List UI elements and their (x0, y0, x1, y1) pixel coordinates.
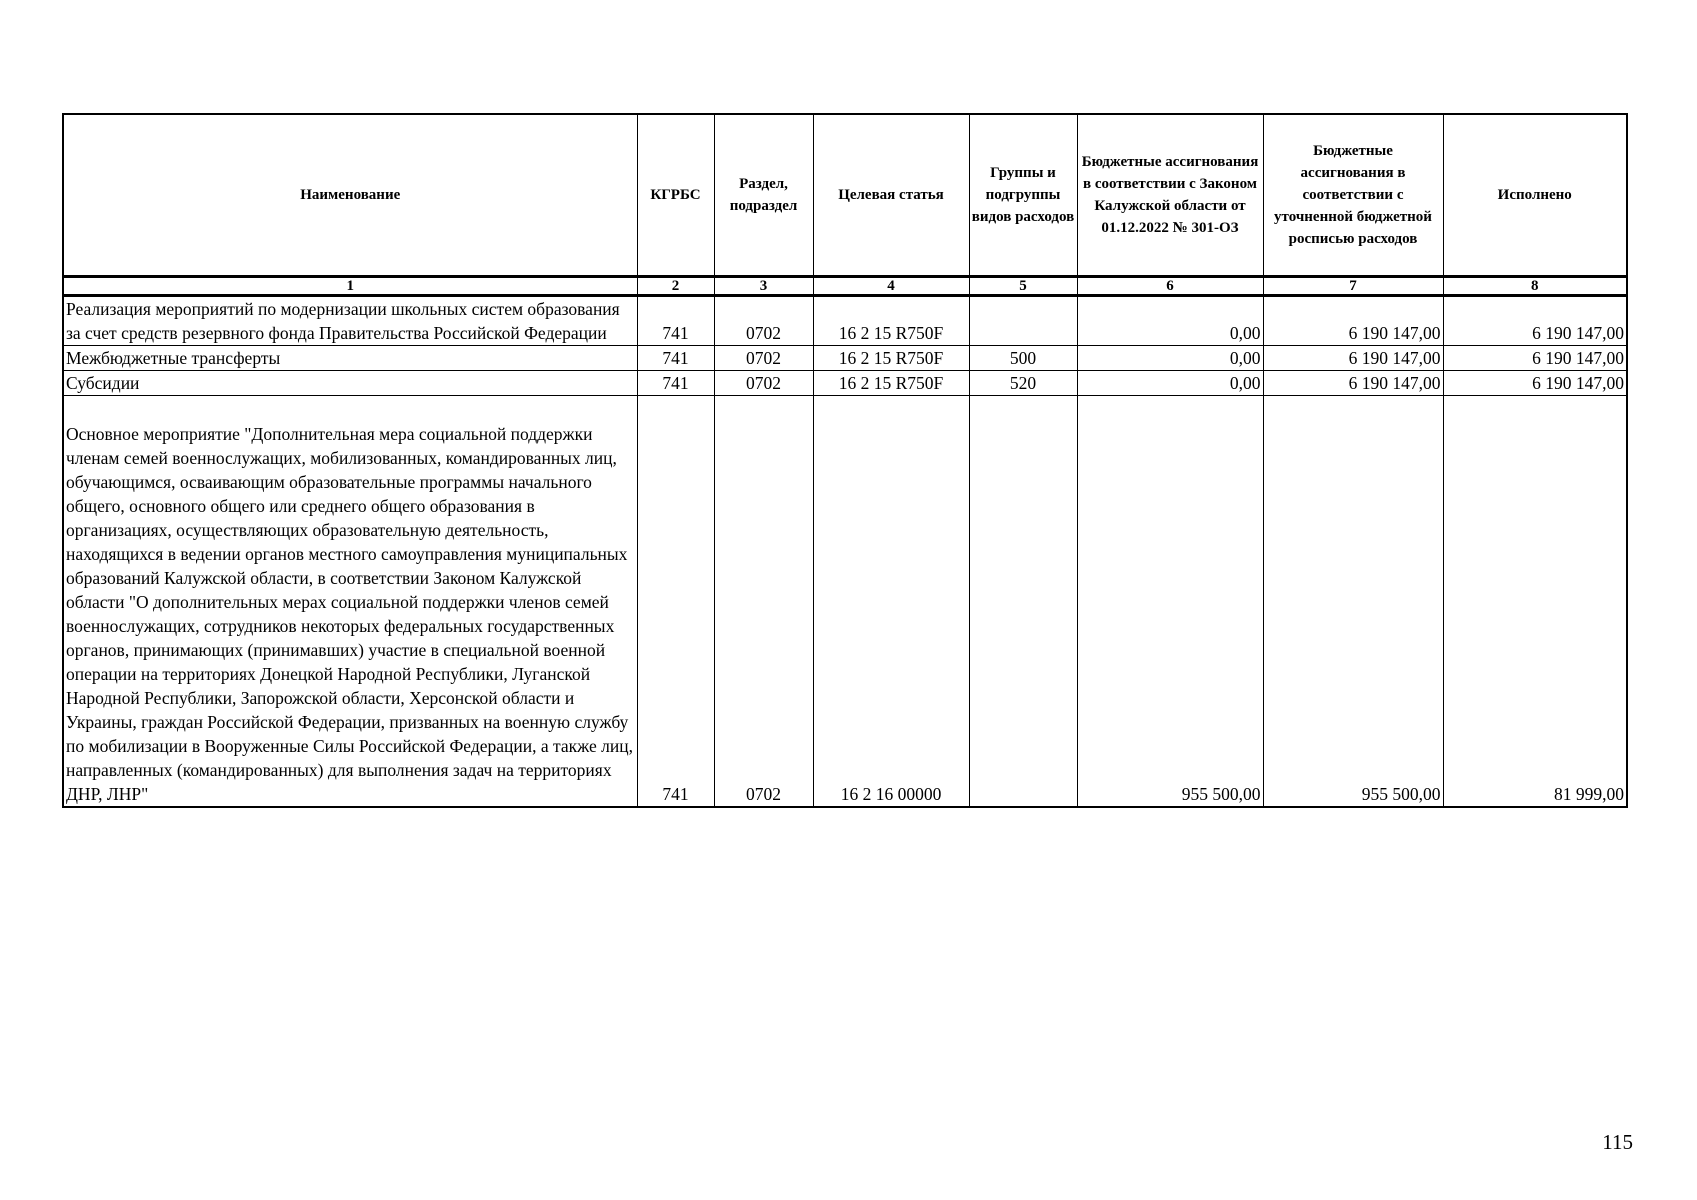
row-refined-amount: 955 500,00 (1263, 396, 1443, 808)
row-executed-amount: 6 190 147,00 (1443, 296, 1627, 346)
header-executed: Исполнено (1443, 114, 1627, 277)
row-target: 16 2 15 R750F (813, 296, 969, 346)
table-row (63, 396, 1627, 808)
row-target: 16 2 15 R750F (813, 371, 969, 396)
row-section: 0702 (714, 396, 813, 808)
row-executed-amount: 6 190 147,00 (1443, 346, 1627, 371)
header-refined-allocations: Бюджетные ассигнования в соответствии с уточненной бюджетной росписью расходов (1263, 114, 1443, 277)
row-executed-amount: 6 190 147,00 (1443, 371, 1627, 396)
column-number: 4 (813, 277, 969, 296)
column-number: 3 (714, 277, 813, 296)
column-number: 7 (1263, 277, 1443, 296)
header-row (63, 114, 1627, 277)
row-target: 16 2 16 00000 (813, 396, 969, 808)
column-number: 6 (1077, 277, 1263, 296)
row-group: 500 (969, 346, 1077, 371)
row-name: Субсидии (63, 371, 637, 396)
header-law-allocations: Бюджетные ассигнования в соответствии с Законом Калужской области от 01.12.2022 № 301-ОЗ (1077, 114, 1263, 277)
header-kgrbs: КГРБС (637, 114, 714, 277)
header-expense-group: Группы и подгруппы видов расходов (969, 114, 1077, 277)
row-name: Межбюджетные трансферты (63, 346, 637, 371)
row-section: 0702 (714, 346, 813, 371)
row-section: 0702 (714, 371, 813, 396)
row-law-amount: 0,00 (1077, 296, 1263, 346)
table-row (63, 346, 1627, 371)
row-refined-amount: 6 190 147,00 (1263, 296, 1443, 346)
header-section: Раздел, подраздел (714, 114, 813, 277)
budget-table (62, 113, 1628, 808)
row-target: 16 2 15 R750F (813, 346, 969, 371)
row-kgrbs: 741 (637, 346, 714, 371)
row-group: 520 (969, 371, 1077, 396)
row-law-amount: 0,00 (1077, 346, 1263, 371)
row-executed-amount: 81 999,00 (1443, 396, 1627, 808)
row-kgrbs: 741 (637, 296, 714, 346)
header-target-article: Целевая статья (813, 114, 969, 277)
row-law-amount: 955 500,00 (1077, 396, 1263, 808)
row-kgrbs: 741 (637, 371, 714, 396)
column-number: 8 (1443, 277, 1627, 296)
column-number: 2 (637, 277, 714, 296)
column-number: 5 (969, 277, 1077, 296)
table-row (63, 371, 1627, 396)
column-number-row (63, 277, 1627, 296)
row-section: 0702 (714, 296, 813, 346)
row-refined-amount: 6 190 147,00 (1263, 371, 1443, 396)
row-name: Основное мероприятие "Дополнительная мера социальной поддержки членам семей военнослужащих, мобилизованных, командированных лиц, обучающимся, осваивающим образовательные программы начального общего, основного общего или среднего общего образования в организациях, осуществляющих образовательную деятельность, находящихся в ведении органов местного самоуправления муниципальных образований Калужской области, в соответствии Законом Калужской области "О дополнительных мерах социальной поддержки членов семей военнослужащих, сотрудников некоторых федеральных государственных органов, принимающих (принимавших) участие в специальной военной операции на территориях Донецкой Народной Республики, Луганской Народной Республики, Запорожской области, Херсонской области и Украины, граждан Российской Федерации, призванных на военную службу по мобилизации в Вооруженные Силы Российской Федерации, а также лиц, направленных (командированных) для выполнения задач на территориях ДНР, ЛНР" (63, 396, 637, 808)
row-kgrbs: 741 (637, 396, 714, 808)
row-law-amount: 0,00 (1077, 371, 1263, 396)
table-row (63, 296, 1627, 346)
row-group (969, 296, 1077, 346)
page-number: 115 (1602, 1130, 1633, 1154)
row-group (969, 396, 1077, 808)
row-name: Реализация мероприятий по модернизации школьных систем образования за счет средств резервного фонда Правительства Российской Федерации (63, 296, 637, 346)
header-name: Наименование (63, 114, 637, 277)
column-number: 1 (63, 277, 637, 296)
row-refined-amount: 6 190 147,00 (1263, 346, 1443, 371)
